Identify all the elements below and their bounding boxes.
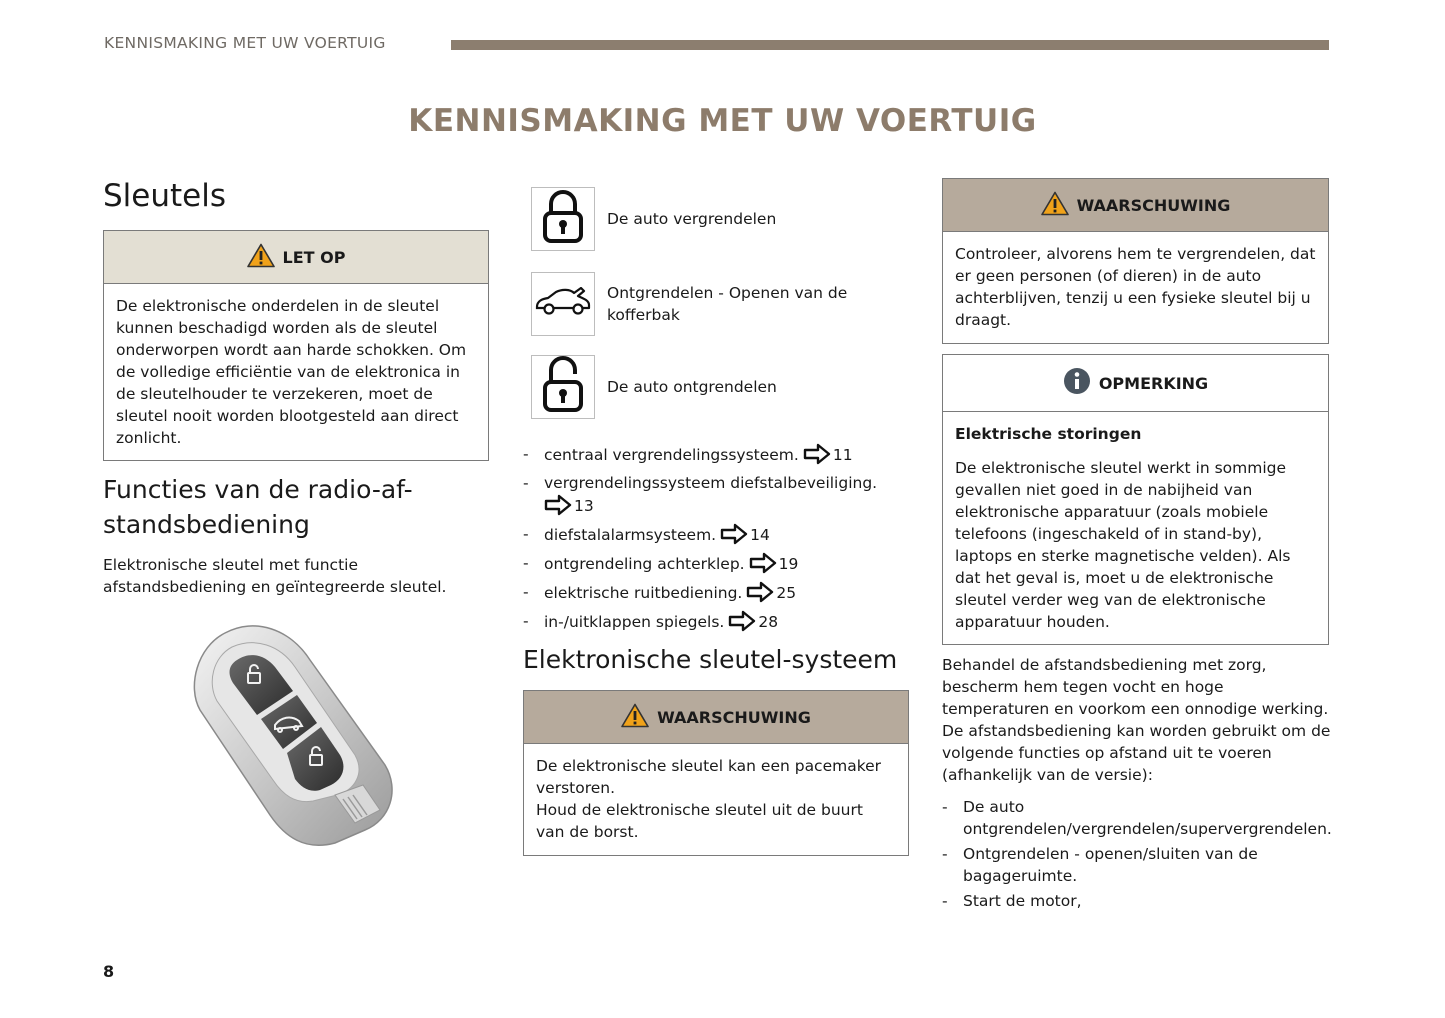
warning-box-header [943,179,1328,232]
page-number: 8 [103,962,115,981]
heading-sleutels: Sleutels [103,178,227,214]
list-item: - De auto ontgrendelen/vergrendelen/supervergrendelen. [942,796,1332,840]
care-paragraph: Behandel de afstandsbediening met zorg, bescherm hem tegen vocht en hoge temperaturen en voorkom een onnodige werking. [942,656,1329,718]
reference-item[interactable]: - diefstalalarmsysteem. 14 [523,523,908,546]
icon-label-unlock: De auto ontgrendelen [607,378,777,396]
page-title: KENNISMAKING MET UW VOERTUIG [408,103,1037,139]
heading-functions-line2: standsbediening [103,510,310,539]
warning-text-line2: Houd de elektronische sleutel uit de buurt van de borst. [536,801,863,841]
running-header: KENNISMAKING MET UW VOERTUIG [104,34,386,52]
arrow-right-icon [749,552,777,574]
page-reference[interactable]: 11 [799,446,853,464]
icon-label-boot: Ontgrendelen - Openen van de kofferbak [607,284,848,324]
padlock-closed-icon [541,189,585,249]
reference-item[interactable]: - centraal vergrendelingssysteem. 11 [523,443,908,466]
heading-functions [103,472,493,542]
reference-item[interactable]: - vergrendelingssysteem diefstalbeveiliging. 13 [523,472,908,517]
arrow-right-icon [803,443,831,465]
note-subtitle: Elektrische storingen [955,425,1142,443]
arrow-right-icon [544,494,572,516]
page-reference[interactable]: 13 [544,497,594,515]
page-reference[interactable]: 25 [742,584,796,602]
list-item: - Start de motor, [942,890,1332,912]
list-item: - Ontgrendelen - openen/sluiten van de bagageruimte. [942,843,1332,887]
arrow-right-icon [746,581,774,603]
warning-triangle-icon [621,703,649,732]
warning-title: WAARSCHUWING [657,707,811,727]
heading-key-system: Elektronische sleutel-systeem [523,645,898,674]
icon-label-lock: De auto vergrendelen [607,210,777,228]
caution-title: LET OP [282,247,346,267]
remote-functions-list [942,796,1332,912]
warning-triangle-icon [247,243,275,272]
arrow-right-icon [720,523,748,545]
warning-box-header [524,691,908,744]
warning-text: Controleer, alvorens hem te vergrendelen, dat er geen personen (of dieren) in de auto achterblijven, tenzij u een fysieke sleutel bij u draagt. [955,245,1316,329]
warning-triangle-icon [1041,191,1069,220]
lock-icon-frame [531,187,595,251]
warning-text [524,744,908,855]
functions-paragraph: De afstandsbediening kan worden gebruikt om de volgende functies op afstand uit te voeren (afhankelijk van de versie): [942,722,1331,784]
note-text: De elektronische sleutel werkt in sommige gevallen niet goed in de nabijheid van elektronische apparatuur (zoals mobiele telefoons (ingeschakeld of in stand-by), laptops en sterke magnetische velden). Als dat het geval is, moet u de elektronische sleutel verder weg van de elektronische apparatuur houden. [955,459,1291,631]
warning-box-pacemaker [523,690,909,856]
note-box-header [943,355,1328,412]
heading-functions-line1: Functies van de radio-af- [103,475,413,504]
warning-box-occupants [942,178,1329,344]
warning-title: WAARSCHUWING [1076,195,1231,215]
reference-list [523,443,908,633]
info-icon [1063,367,1091,399]
note-box [942,354,1329,645]
page-reference[interactable]: 19 [745,555,799,573]
note-title: OPMERKING [1098,373,1209,393]
caution-text: De elektronische onderdelen in de sleutel kunnen beschadigd worden als de sleutel onderworpen wordt aan harde schokken. Om de volledige efficiëntie van de elektronica in de sleutelhouder te verzekeren, moet de sleutel nooit worden blootgesteld aan direct zonlicht. [116,297,467,447]
page-reference[interactable]: 28 [724,613,778,631]
car-boot-open-icon [534,287,592,321]
header-rule [451,40,1329,50]
unlock-icon-frame [531,355,595,419]
warning-text-line1: De elektronische sleutel kan een pacemaker verstoren. [536,757,882,797]
boot-icon-frame [531,272,595,336]
note-body [943,412,1328,645]
reference-item[interactable]: - ontgrendeling achterklep. 19 [523,552,908,575]
reference-item[interactable]: - in-/uitklappen spiegels. 28 [523,610,908,633]
reference-item[interactable]: - elektrische ruitbediening. 25 [523,581,908,604]
key-fob-illustration [185,615,415,850]
page-reference[interactable]: 14 [716,526,770,544]
caution-box [103,230,489,461]
arrow-right-icon [728,610,756,632]
padlock-open-icon [541,356,585,418]
functions-intro: Elektronische sleutel met functie afstandsbediening en geïntegreerde sleutel. [103,556,447,596]
caution-box-header [104,231,488,284]
